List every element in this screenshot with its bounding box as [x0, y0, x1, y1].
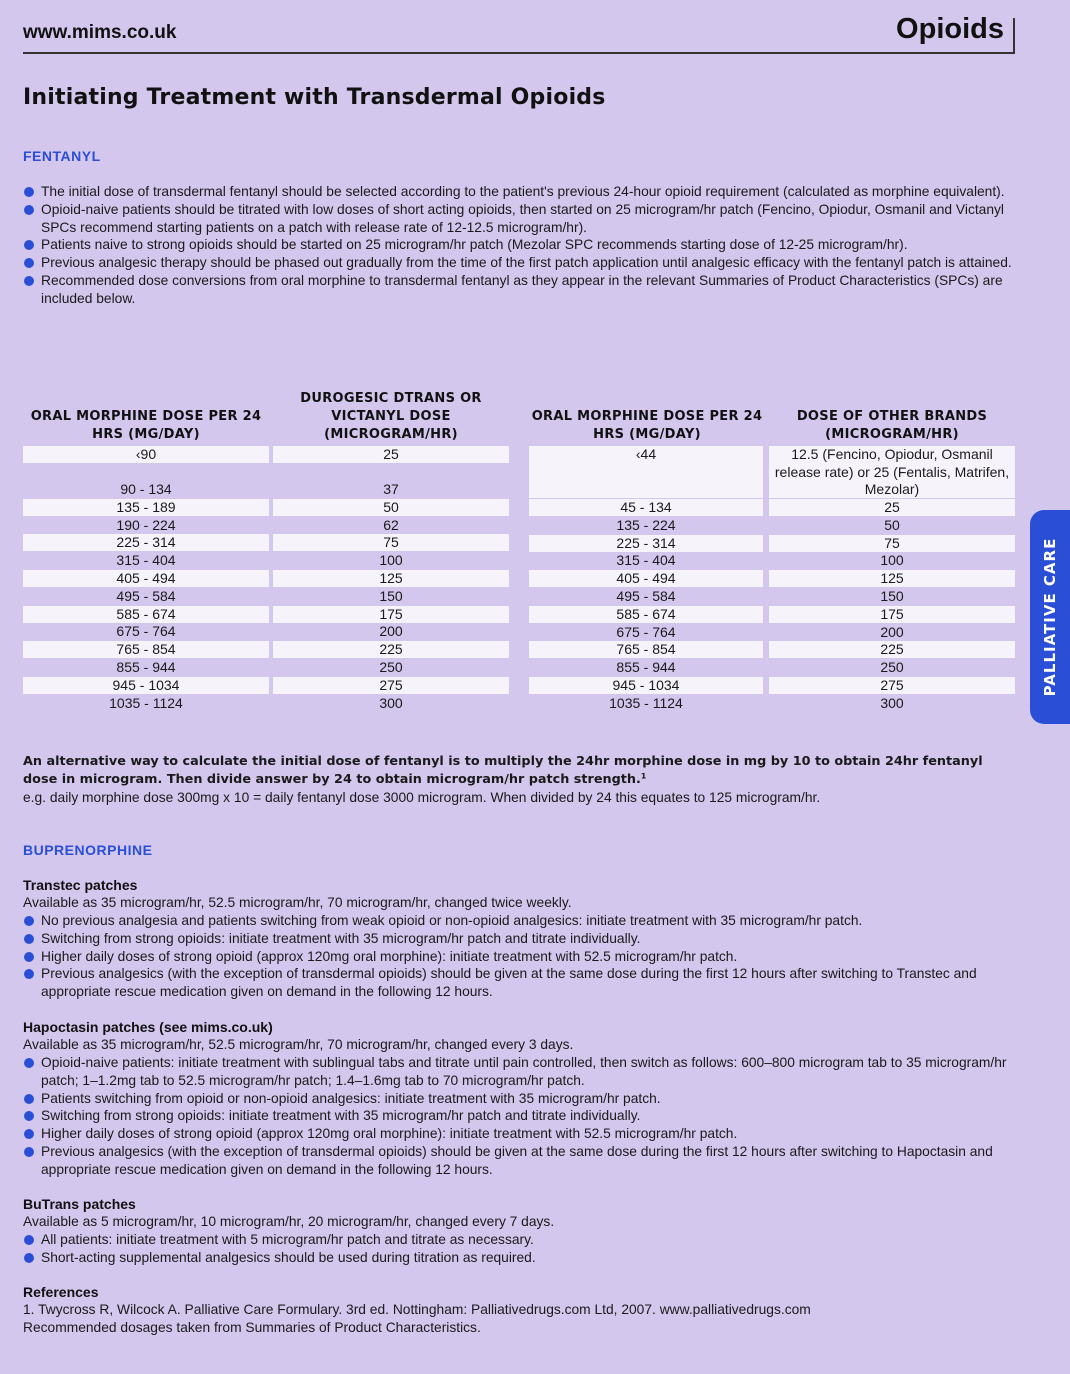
table-row [23, 623, 509, 640]
table-row [529, 624, 1015, 641]
table-cell: 125 [273, 570, 509, 587]
table-cell: 315 - 404 [616, 552, 676, 569]
table-row [529, 499, 1015, 516]
table-row [23, 534, 509, 551]
table-row [23, 695, 509, 712]
dose-table-durogesic [23, 390, 509, 720]
table-row [529, 695, 1015, 712]
table-cell: 90 - 134 [120, 481, 172, 497]
table-cell: 275 [273, 677, 509, 694]
bullet-icon [24, 1129, 34, 1139]
table-row [529, 659, 1015, 676]
list-item: Higher daily doses of strong opioid (approx 120mg oral morphine): initiate treatment with 52.5 microgram/hr patch. [23, 948, 1018, 966]
butrans-title: BuTrans patches [23, 1196, 136, 1212]
list-item: All patients: initiate treatment with 5 microgram/hr patch and titrate as necessary. [23, 1231, 1018, 1249]
list-item: Short-acting supplemental analgesics should be used during titration as required. [23, 1249, 1018, 1267]
table-cell: 190 - 224 [116, 516, 176, 533]
hapoctasin-available: Available as 35 microgram/hr, 52.5 microgram/hr, 70 microgram/hr, changed every 3 days. [23, 1037, 574, 1052]
table-cell: 675 - 764 [116, 623, 176, 640]
table-cell: 585 - 674 [529, 606, 763, 623]
table-row [529, 517, 1015, 534]
hapoctasin-bullets [23, 1054, 1018, 1179]
bullet-icon [24, 205, 34, 215]
table-cell: 945 - 1034 [529, 677, 763, 694]
table-cell: 250 [880, 659, 904, 676]
table-cell: 405 - 494 [23, 570, 269, 587]
site-url[interactable]: www.mims.co.uk [23, 22, 177, 43]
bullet-icon [24, 1058, 34, 1068]
table-cell: ‹44 [529, 446, 763, 498]
table-cell: 75 [769, 535, 1015, 552]
list-item: Previous analgesics (with the exception of transdermal opioids) should be given at the same dose during the first 12 hours after switching to Transtec and appropriate rescue medication given on demand in the following 12 hours. [23, 965, 1018, 1001]
bullet-icon [24, 258, 34, 268]
table-cell: 675 - 764 [616, 623, 676, 640]
table-row [529, 641, 1015, 658]
table-header-other-brands: DOSE OF OTHER BRANDS (MICROGRAM/HR) [796, 409, 988, 442]
table-cell: 495 - 584 [616, 588, 676, 604]
butrans-bullets [23, 1231, 1018, 1267]
bullet-icon [24, 934, 34, 944]
table-cell: 495 - 584 [116, 587, 176, 604]
table-row [23, 677, 509, 694]
table-cell: 12.5 (Fencino, Opiodur, Osmanil release rate) or 25 (Fentalis, Matrifen, Mezolar) [769, 446, 1015, 498]
table-header-oral-morphine: ORAL MORPHINE DOSE PER 24 HRS (MG/DAY) [30, 409, 262, 442]
table-row [23, 552, 509, 569]
table-cell: 225 [769, 641, 1015, 658]
table-cell: 125 [769, 570, 1015, 587]
table-cell: 25 [769, 499, 1015, 516]
list-item: No previous analgesia and patients switching from weak opioid or non-opioid analgesics: initiate treatment with 35 microgram/hr patch. [23, 912, 1018, 930]
dose-table-other-brands [529, 390, 1015, 720]
bullet-icon [24, 1111, 34, 1121]
list-item: Recommended dose conversions from oral morphine to transdermal fentanyl as they appear in the relevant Summaries of Product Characteristics (SPCs) are included below. [23, 272, 1018, 308]
fentanyl-bullets [23, 183, 1018, 308]
table-cell: 200 [880, 623, 904, 640]
table-row [529, 677, 1015, 694]
reference-item: 1. Twycross R, Wilcock A. Palliative Care Formulary. 3rd ed. Nottingham: Palliativedrugs.com Ltd, 2007. www.palliativedrugs.com [23, 1302, 811, 1317]
palliative-care-tab[interactable] [1030, 510, 1070, 724]
table-row [529, 535, 1015, 552]
table-row [23, 517, 509, 534]
table-header-durogesic: DUROGESIC DTRANS OR VICTANYL DOSE (MICROGRAM/HR) [300, 391, 482, 442]
table-cell: 100 [379, 552, 403, 569]
table-cell: 945 - 1034 [23, 677, 269, 694]
table-cell: 75 [273, 534, 509, 551]
table-cell: 275 [769, 677, 1015, 694]
transtec-available: Available as 35 microgram/hr, 52.5 microgram/hr, 70 microgram/hr, changed twice weekly. [23, 895, 572, 910]
list-item: Patients naive to strong opioids should be started on 25 microgram/hr patch (Mezolar SPC recommends starting dose of 12-25 microgram/hr). [23, 236, 1018, 254]
table-cell: 225 [273, 641, 509, 658]
table-row [23, 641, 509, 658]
table-row [529, 606, 1015, 623]
table-cell: 37 [383, 481, 399, 497]
bullet-icon [24, 1147, 34, 1157]
table-row [23, 606, 509, 623]
alternative-example-text: e.g. daily morphine dose 300mg x 10 = daily fentanyl dose 3000 microgram. When divided by 24 this equates to 125 microgram/hr. [23, 790, 821, 805]
table-cell: 200 [379, 623, 403, 640]
table-cell: 100 [880, 552, 904, 569]
bullet-icon [24, 916, 34, 926]
bullet-icon [24, 240, 34, 250]
table-cell: 135 - 224 [616, 516, 676, 533]
hapoctasin-title: Hapoctasin patches (see mims.co.uk) [23, 1019, 273, 1035]
list-item: Opioid-naive patients: initiate treatment with sublingual tabs and titrate until pain controlled, then switch as follows: 600–800 microgram tab to 35 microgram/hr patch; 1–1.2mg tab to 52.5 microgram/hr patch; 1.4–1.6mg tab to 70 microgram/hr patch. [23, 1054, 1018, 1090]
table-cell: 300 [880, 694, 904, 711]
table-row [529, 552, 1015, 569]
table-cell: 1035 - 1124 [609, 694, 683, 711]
list-item: Opioid-naive patients should be titrated with low doses of short acting opioids, then started on 25 microgram/hr patch (Fencino, Opiodur, Osmanil and Victanyl SPCs recommend starting patients on a patch with release rate of 12-12.5 microgram/hr). [23, 201, 1018, 237]
list-item: Switching from strong opioids: initiate treatment with 35 microgram/hr patch and titrate individually. [23, 930, 1018, 948]
table-cell: 225 - 314 [23, 534, 269, 551]
table-cell: 135 - 189 [23, 499, 269, 516]
bullet-icon [24, 1253, 34, 1263]
bullet-icon [24, 952, 34, 962]
bullet-icon [24, 1235, 34, 1245]
header-divider [1013, 18, 1015, 54]
table-cell: 300 [379, 694, 403, 711]
list-item: Switching from strong opioids: initiate treatment with 35 microgram/hr patch and titrate individually. [23, 1107, 1018, 1125]
bullet-icon [24, 969, 34, 979]
bullet-icon [24, 1094, 34, 1104]
alternative-method-text: An alternative way to calculate the initial dose of fentanyl is to multiply the 24hr morphine dose in mg by 10 to obtain 24hr fentanyl dose in microgram. Then divide answer by 24 to obtain microgram/hr patch strength.¹ [23, 754, 983, 787]
references-title: References [23, 1284, 99, 1300]
table-cell: 50 [884, 516, 900, 533]
bullet-icon [24, 276, 34, 286]
table-cell: 765 - 854 [529, 641, 763, 658]
table-cell: 45 - 134 [529, 499, 763, 516]
table-row [23, 446, 509, 463]
table-cell: ‹90 [23, 446, 269, 463]
list-item: Patients switching from opioid or non-opioid analgesics: initiate treatment with 35 microgram/hr patch. [23, 1090, 1018, 1108]
transtec-title: Transtec patches [23, 877, 138, 893]
table-header-oral-morphine: ORAL MORPHINE DOSE PER 24 HRS (MG/DAY) [531, 409, 763, 442]
table-row [529, 446, 1015, 498]
side-tab-label: PALLIATIVE CARE [1041, 537, 1059, 697]
table-cell: 765 - 854 [23, 641, 269, 658]
table-row [23, 570, 509, 587]
table-row [23, 499, 509, 516]
list-item: Previous analgesic therapy should be phased out gradually from the time of the first patch application until analgesic efficacy with the fentanyl patch is attained. [23, 254, 1018, 272]
table-cell: 150 [880, 588, 904, 604]
header-rule [23, 52, 1015, 54]
table-cell: 855 - 944 [116, 659, 176, 675]
table-row [23, 481, 509, 498]
bullet-icon [24, 187, 34, 197]
table-cell: 150 [379, 587, 403, 604]
transtec-bullets [23, 912, 1018, 1001]
table-cell: 315 - 404 [116, 552, 176, 569]
table-cell: 50 [273, 499, 509, 516]
fentanyl-heading: FENTANYL [23, 148, 101, 164]
buprenorphine-heading: BUPRENORPHINE [23, 842, 153, 858]
table-cell: 175 [273, 606, 509, 623]
table-cell: 62 [383, 516, 399, 533]
table-row [23, 588, 509, 605]
table-row [529, 570, 1015, 587]
list-item: The initial dose of transdermal fentanyl should be selected according to the patient's previous 24-hour opioid requirement (calculated as morphine equivalent). [23, 183, 1018, 201]
table-row [23, 659, 509, 676]
table-cell: 175 [769, 606, 1015, 623]
table-cell: 1035 - 1124 [109, 694, 183, 711]
list-item: Higher daily doses of strong opioid (approx 120mg oral morphine): initiate treatment with 52.5 microgram/hr patch. [23, 1125, 1018, 1143]
section-title: Opioids [896, 13, 1004, 45]
table-cell: 25 [273, 446, 509, 463]
table-row [529, 588, 1015, 605]
reference-note: Recommended dosages taken from Summaries of Product Characteristics. [23, 1320, 481, 1335]
list-item: Previous analgesics (with the exception of transdermal opioids) should be given at the same dose during the first 12 hours after switching to Hapoctasin and appropriate rescue medication given on demand in the following 12 hours. [23, 1143, 1018, 1179]
table-cell: 585 - 674 [23, 606, 269, 623]
butrans-available: Available as 5 microgram/hr, 10 microgram/hr, 20 microgram/hr, changed every 7 days. [23, 1214, 555, 1229]
table-cell: 855 - 944 [616, 659, 676, 676]
table-cell: 250 [379, 659, 403, 675]
table-cell: 225 - 314 [529, 535, 763, 552]
page-title: Initiating Treatment with Transdermal Opioids [23, 85, 606, 110]
table-cell: 405 - 494 [529, 570, 763, 587]
